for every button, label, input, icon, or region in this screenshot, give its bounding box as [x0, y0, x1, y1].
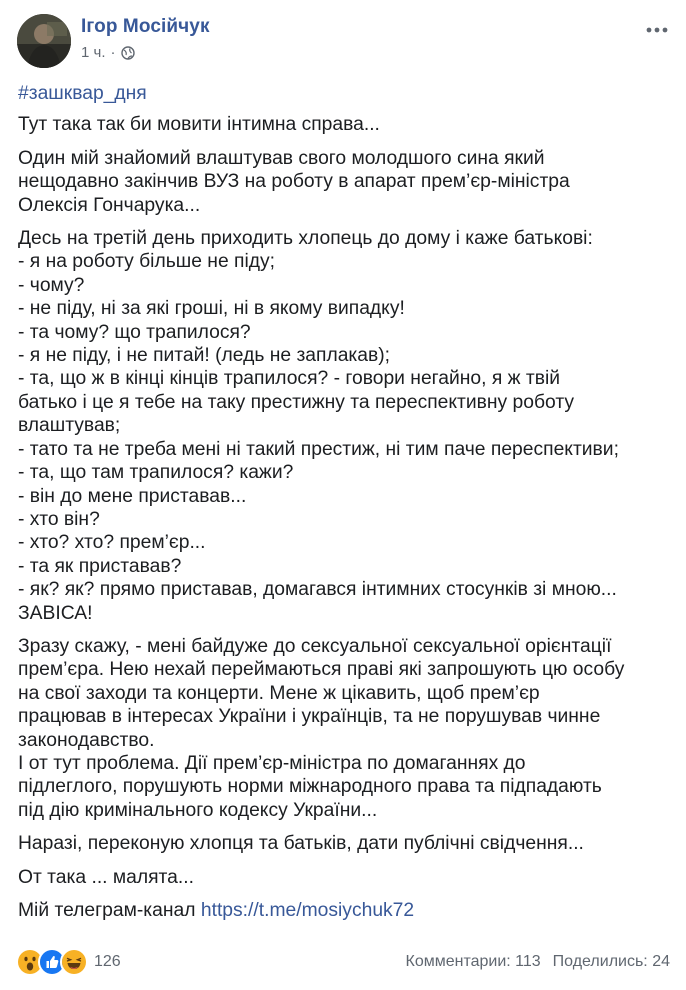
post-meta [81, 44, 135, 61]
text-line: - та, що там трапилося? кажи? [18, 462, 294, 484]
text-line: - він до мене приставав... [18, 485, 247, 507]
text-line: - чому? [18, 274, 85, 296]
text-line: на свої заходи та концерти. Мене ж цікавить, щоб прем’єр [18, 682, 540, 704]
text-line: - не піду, ні за які гроші, ні в якому випадку! [18, 298, 405, 320]
reaction-count[interactable]: 126 [94, 953, 121, 970]
text-line: - хто? хто? прем’єр... [18, 532, 206, 554]
haha-reaction-icon[interactable] [60, 948, 88, 976]
text-line: Наразі, переконую хлопця та батьків, дати публічні свідчення... [18, 833, 584, 855]
text-line: - та як приставав? [18, 555, 182, 577]
more-options-icon[interactable] [645, 18, 669, 42]
text-line: Олексія Гончарука... [18, 194, 201, 216]
telegram-prefix: Мій телеграм-канал [18, 900, 201, 921]
text-line: - та чому? що трапилося? [18, 321, 251, 343]
meta-separator: · [110, 44, 116, 61]
text-line: законодавство. [18, 729, 155, 751]
post-footer [16, 948, 670, 976]
text-line: Один мій знайомий влаштував свого молодшого сина який [18, 147, 545, 169]
text-line: - хто він? [18, 508, 100, 530]
text-line: влаштував; [18, 415, 121, 437]
telegram-paragraph [18, 899, 678, 922]
post-text [18, 82, 678, 932]
reactions-summary[interactable] [16, 948, 121, 976]
comments-count[interactable]: Комментарии: 113 [405, 953, 541, 970]
paragraph [18, 147, 678, 217]
text-line: - та, що ж в кінці кінців трапилося? - говори негайно, я ж твій [18, 368, 561, 390]
globe-icon [121, 46, 135, 60]
telegram-link[interactable]: https://t.me/mosiychuk72 [200, 900, 415, 921]
text-line: батько і це я тебе на таку престижну та переспективну роботу [18, 391, 575, 413]
text-line: під дію кримінального кодексу України... [18, 799, 378, 821]
author-name[interactable]: Ігор Мосійчук [81, 16, 210, 37]
text-line: Зразу скажу, - мені байдуже до сексуальної сексуальної орієнтації [18, 635, 612, 657]
text-line: От така ... малята... [18, 866, 194, 888]
text-line: прем’єра. Нею нехай переймаються праві які запрошують цю особу [18, 659, 625, 681]
text-line: - я не піду, і не питай! (ледь не заплакав); [18, 345, 391, 367]
text-line: підлеглого, порушують норми міжнародного права та підпадають [18, 776, 602, 798]
paragraph [18, 635, 678, 822]
shares-count[interactable]: Поделились: 24 [552, 953, 670, 970]
text-line: - як? як? прямо приставав, домагався інтимних стосунків зі мною... [18, 579, 617, 601]
text-line: працював в інтересах України і українців, та не порушував чинне [18, 706, 601, 728]
post-time[interactable]: 1 ч. [81, 44, 106, 61]
text-line: Тут така так би мовити інтимна справа... [18, 114, 380, 136]
hashtag-link[interactable]: #зашквар_дня [18, 83, 147, 104]
post-stats [406, 953, 671, 971]
text-line: І от тут проблема. Дії прем’єр-міністра по домаганнях до [18, 752, 526, 774]
text-line: Десь на третій день приходить хлопець до дому і каже батькові: [18, 228, 593, 250]
text-line [18, 899, 678, 922]
author-avatar[interactable] [17, 14, 71, 68]
paragraph [18, 866, 678, 889]
text-line: - тато та не треба мені ні такий престиж, ні тим паче переспективи; [18, 438, 619, 460]
paragraph [18, 227, 678, 625]
text-line: - я на роботу більше не піду; [18, 251, 276, 273]
paragraph [18, 832, 678, 855]
text-line: нещодавно закінчив ВУЗ на роботу в апарат прем’єр-міністра [18, 171, 570, 193]
text-line: ЗАВІСА! [18, 602, 93, 624]
paragraph [18, 113, 678, 136]
